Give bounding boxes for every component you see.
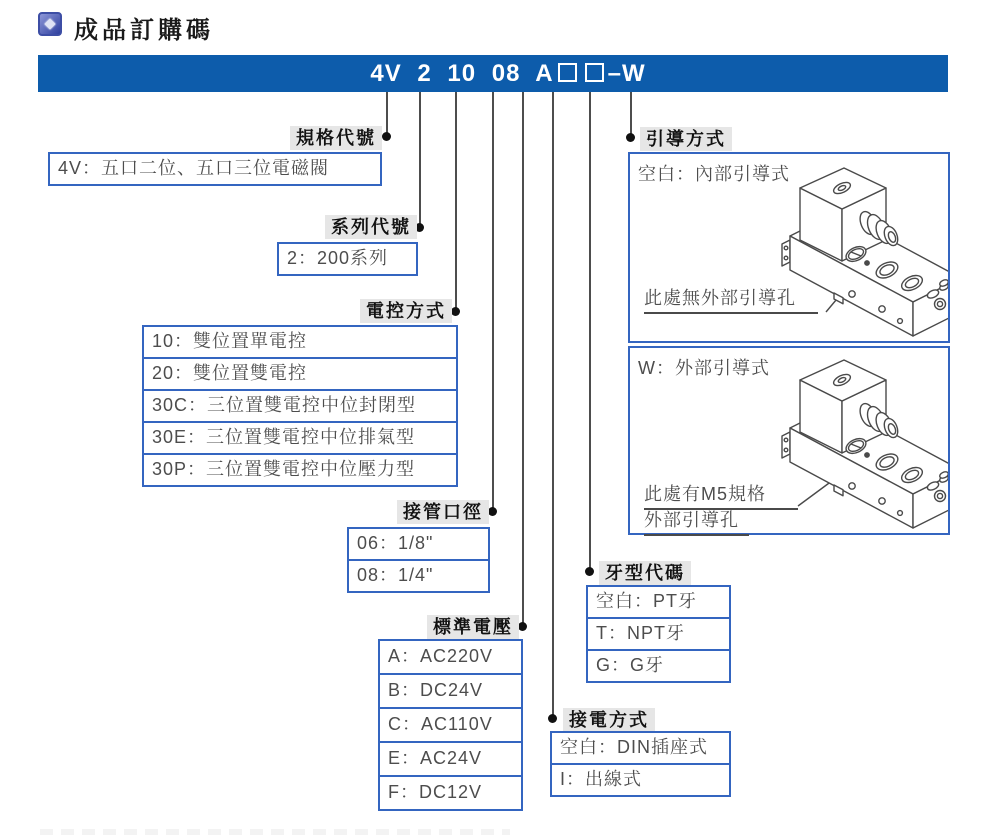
section-label-thread: 牙型代碼 <box>599 561 691 585</box>
connector-line-port <box>492 92 494 512</box>
spec-box <box>48 152 382 186</box>
connector-line-wiring <box>552 92 554 719</box>
order-code-bar <box>38 55 948 92</box>
connector-line-series <box>419 92 421 228</box>
code-bullet-control <box>451 307 460 316</box>
section-label-port: 接管口徑 <box>397 500 489 524</box>
code-bullet-thread <box>585 567 594 576</box>
code-bullet-voltage <box>518 622 527 631</box>
control-method-box <box>142 325 458 487</box>
box-row: 08：1/4" <box>349 559 488 591</box>
pilot-external-note-line2: 外部引導孔 <box>644 506 749 536</box>
pilot-external-title: W：外部引導式 <box>638 358 770 378</box>
order-code-text-right: –W <box>607 60 646 87</box>
code-bullet-wiring <box>548 714 557 723</box>
connector-line-thread <box>589 92 591 572</box>
placeholder-box-icon <box>585 63 604 82</box>
connector-line-voltage <box>522 92 524 627</box>
series-box <box>277 242 418 276</box>
page-title: 成品訂購碼 <box>74 17 214 44</box>
box-row: 20：雙位置雙電控 <box>144 357 456 389</box>
box-row: E：AC24V <box>380 741 521 775</box>
box-row: I：出線式 <box>552 763 729 795</box>
pilot-external-box <box>628 346 950 535</box>
order-code-text-left: 4V 2 10 08 A <box>370 60 554 87</box>
box-row: 空白：DIN插座式 <box>560 737 708 757</box>
box-row: 2：200系列 <box>287 248 389 268</box>
title-square-icon-inner <box>44 18 55 29</box>
section-label-control: 電控方式 <box>360 299 452 323</box>
voltage-box <box>378 639 523 811</box>
connector-line-pilot <box>630 92 632 138</box>
box-row: 10：雙位置單電控 <box>152 331 308 351</box>
box-row: F：DC12V <box>380 775 521 809</box>
code-bullet-pilot <box>626 133 635 142</box>
box-row: G：G牙 <box>588 649 729 681</box>
cropped-text-remnant <box>40 829 510 835</box>
connector-line-spec <box>386 92 388 137</box>
box-row: 30C：三位置雙電控中位封閉型 <box>144 389 456 421</box>
box-row: C：AC110V <box>380 707 521 741</box>
section-label-pilot: 引導方式 <box>640 127 732 151</box>
box-row: 4V：五口二位、五口三位電磁閥 <box>58 158 330 178</box>
connector-line-control <box>455 92 457 312</box>
section-label-spec: 規格代號 <box>290 126 382 150</box>
code-bullet-spec <box>382 132 391 141</box>
box-row: 空白：PT牙 <box>596 591 698 611</box>
port-size-box <box>347 527 490 593</box>
box-row: A：AC220V <box>388 646 494 666</box>
section-label-voltage: 標準電壓 <box>427 615 519 639</box>
section-label-series: 系列代號 <box>325 215 417 239</box>
box-row: B：DC24V <box>380 673 521 707</box>
box-row: 06：1/8" <box>357 533 434 553</box>
box-row: 30E：三位置雙電控中位排氣型 <box>144 421 456 453</box>
pilot-internal-note: 此處無外部引導孔 <box>644 284 818 314</box>
code-bullet-port <box>488 507 497 516</box>
pilot-internal-box <box>628 152 950 343</box>
section-label-wiring: 接電方式 <box>563 708 655 732</box>
placeholder-box-icon <box>558 63 577 82</box>
pilot-external-note-line1: 此處有M5規格 <box>644 480 798 510</box>
pilot-internal-title: 空白：內部引導式 <box>638 164 790 184</box>
thread-type-box <box>586 585 731 683</box>
title-square-icon <box>38 12 62 36</box>
box-row: T：NPT牙 <box>588 617 729 649</box>
box-row: 30P：三位置雙電控中位壓力型 <box>144 453 456 485</box>
wiring-box <box>550 731 731 797</box>
